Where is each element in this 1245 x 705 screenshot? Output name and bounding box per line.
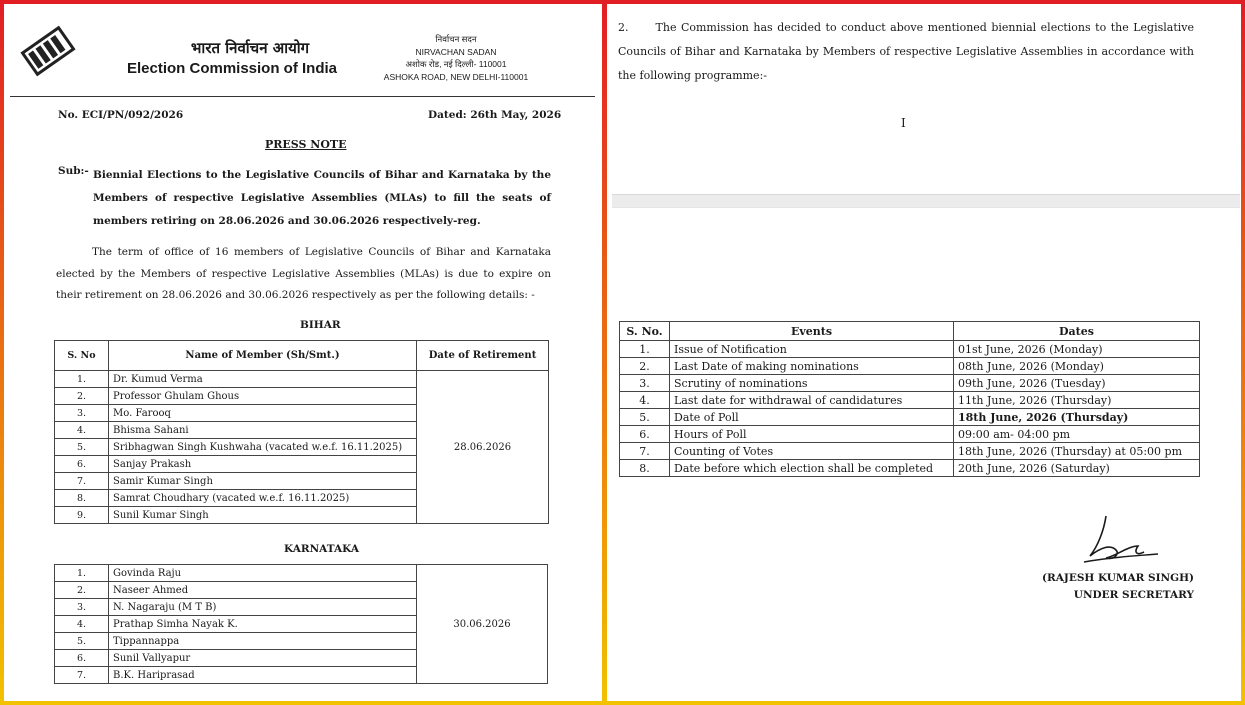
event-date-cell: 09:00 am- 04:00 pm	[954, 426, 1200, 443]
serial-cell: 7.	[55, 473, 109, 490]
table-row	[620, 392, 1200, 409]
bihar-members-table	[54, 340, 549, 524]
serial-cell: 6.	[55, 650, 109, 667]
serial-cell: 2.	[55, 582, 109, 599]
serial-cell: 6.	[620, 426, 670, 443]
event-date-cell: 18th June, 2026 (Thursday) at 05:00 pm	[954, 443, 1200, 460]
event-date-cell: 20th June, 2026 (Saturday)	[954, 460, 1200, 477]
press-note-title: PRESS NOTE	[265, 138, 347, 151]
signatory-name: (RAJESH KUMAR SINGH)	[1042, 572, 1194, 584]
serial-cell: 7.	[620, 443, 670, 460]
serial-cell: 8.	[55, 490, 109, 507]
member-name-cell: Dr. Kumud Verma	[109, 371, 417, 388]
table-row	[620, 409, 1200, 426]
member-name-cell: Professor Ghulam Ghous	[109, 388, 417, 405]
event-cell: Hours of Poll	[670, 426, 954, 443]
member-name-cell: Sanjay Prakash	[109, 456, 417, 473]
signatory-designation: UNDER SECRETARY	[1073, 589, 1194, 601]
eci-logo-icon	[20, 24, 76, 78]
serial-cell: 5.	[620, 409, 670, 426]
frame-border-left	[0, 0, 4, 705]
member-name-cell: N. Nagaraju (M T B)	[109, 599, 417, 616]
election-schedule-table	[619, 321, 1200, 477]
member-name-cell: Sribhagwan Singh Kushwaha (vacated w.e.f. 16.11.2025)	[109, 439, 417, 456]
serial-cell: 1.	[55, 371, 109, 388]
event-cell: Last Date of making nominations	[670, 358, 954, 375]
address-line: निर्वाचन सदन	[435, 34, 477, 44]
table-row	[620, 426, 1200, 443]
address-line: अशोक रोड, नई दिल्ली- 110001	[405, 59, 507, 69]
table-row	[620, 460, 1200, 477]
member-name-cell: B.K. Hariprasad	[109, 667, 417, 684]
serial-cell: 4.	[55, 422, 109, 439]
serial-cell: 2.	[620, 358, 670, 375]
event-date-cell: 11th June, 2026 (Thursday)	[954, 392, 1200, 409]
serial-cell: 3.	[620, 375, 670, 392]
event-cell: Issue of Notification	[670, 341, 954, 358]
event-date-cell: 09th June, 2026 (Tuesday)	[954, 375, 1200, 392]
member-name-cell: Samir Kumar Singh	[109, 473, 417, 490]
event-date-cell: 01st June, 2026 (Monday)	[954, 341, 1200, 358]
member-name-cell: Mo. Farooq	[109, 405, 417, 422]
serial-cell: 9.	[55, 507, 109, 524]
table-header-row	[55, 341, 549, 371]
address-line: NIRVACHAN SADAN	[415, 47, 497, 57]
frame-border-top	[0, 0, 1245, 4]
column-header: S. No.	[620, 322, 670, 341]
column-header: Date of Retirement	[417, 341, 549, 371]
serial-cell: 4.	[620, 392, 670, 409]
table-row	[620, 375, 1200, 392]
header-divider	[10, 96, 595, 97]
intro-paragraph: The term of office of 16 members of Legislative Councils of Bihar and Karnataka elected by the Members of respective Legislative Assemblies (MLAs) is due to expire on their retirement on 28.06.2026 and 30.06.2026 respectively as per the following details: -	[56, 246, 551, 301]
serial-cell: 1.	[620, 341, 670, 358]
serial-cell: 6.	[55, 456, 109, 473]
serial-cell: 2.	[55, 388, 109, 405]
karnataka-members-table	[54, 564, 548, 684]
signature-mark	[1076, 510, 1162, 572]
member-name-cell: Samrat Choudhary (vacated w.e.f. 16.11.2025)	[109, 490, 417, 507]
karnataka-heading: KARNATAKA	[284, 543, 359, 555]
subject-label: Sub:-	[58, 165, 89, 177]
serial-cell: 3.	[55, 405, 109, 422]
serial-cell: 5.	[55, 633, 109, 650]
column-header: Name of Member (Sh/Smt.)	[109, 341, 417, 371]
frame-border-right	[1241, 0, 1245, 705]
table-row	[55, 565, 548, 582]
event-cell: Date before which election shall be completed	[670, 460, 954, 477]
frame-border-divider	[602, 0, 607, 705]
event-cell: Scrutiny of nominations	[670, 375, 954, 392]
reference-number: No. ECI/PN/092/2026	[58, 109, 184, 121]
retirement-date-cell: 30.06.2026	[417, 565, 548, 684]
subject-text: Biennial Elections to the Legislative Councils of Bihar and Karnataka by the Members of respective Legislative Assemblies (MLAs) to fill the seats of members retiring on 28.06.2026 and 30.06.2026 respectively-reg.	[93, 169, 551, 227]
page-break-divider	[612, 194, 1240, 208]
event-cell: Last date for withdrawal of candidatures	[670, 392, 954, 409]
member-name-cell: Sunil Kumar Singh	[109, 507, 417, 524]
column-header: Dates	[954, 322, 1200, 341]
member-name-cell: Tippannappa	[109, 633, 417, 650]
retirement-date-cell: 28.06.2026	[417, 371, 549, 524]
serial-cell: 4.	[55, 616, 109, 633]
page-mark: I	[901, 116, 906, 130]
press-note-page-1	[0, 0, 606, 705]
address-line: ASHOKA ROAD, NEW DELHI-110001	[383, 72, 529, 82]
column-header: S. No	[55, 341, 109, 371]
org-name-english: Election Commission of India	[126, 60, 338, 77]
table-row	[620, 341, 1200, 358]
member-name-cell: Naseer Ahmed	[109, 582, 417, 599]
event-date-cell: 18th June, 2026 (Thursday)	[954, 409, 1200, 426]
table-row	[620, 358, 1200, 375]
programme-paragraph: 2. The Commission has decided to conduct above mentioned biennial elections to the Legislative Councils of Bihar and Karnataka by Members of respective Legislative Assemblies in accordance with the following programme:-	[618, 21, 1194, 82]
member-name-cell: Sunil Vallyapur	[109, 650, 417, 667]
table-row	[620, 443, 1200, 460]
serial-cell: 5.	[55, 439, 109, 456]
bihar-heading: BIHAR	[300, 319, 341, 331]
table-row	[55, 371, 549, 388]
member-name-cell: Bhisma Sahani	[109, 422, 417, 439]
member-name-cell: Prathap Simha Nayak K.	[109, 616, 417, 633]
column-header: Events	[670, 322, 954, 341]
table-header-row	[620, 322, 1200, 341]
event-date-cell: 08th June, 2026 (Monday)	[954, 358, 1200, 375]
issue-date: Dated: 26th May, 2026	[428, 109, 562, 121]
event-cell: Date of Poll	[670, 409, 954, 426]
serial-cell: 8.	[620, 460, 670, 477]
frame-border-bottom	[0, 701, 1245, 705]
event-cell: Counting of Votes	[670, 443, 954, 460]
member-name-cell: Govinda Raju	[109, 565, 417, 582]
serial-cell: 1.	[55, 565, 109, 582]
serial-cell: 7.	[55, 667, 109, 684]
serial-cell: 3.	[55, 599, 109, 616]
org-name-hindi: भारत निर्वाचन आयोग	[190, 39, 310, 57]
